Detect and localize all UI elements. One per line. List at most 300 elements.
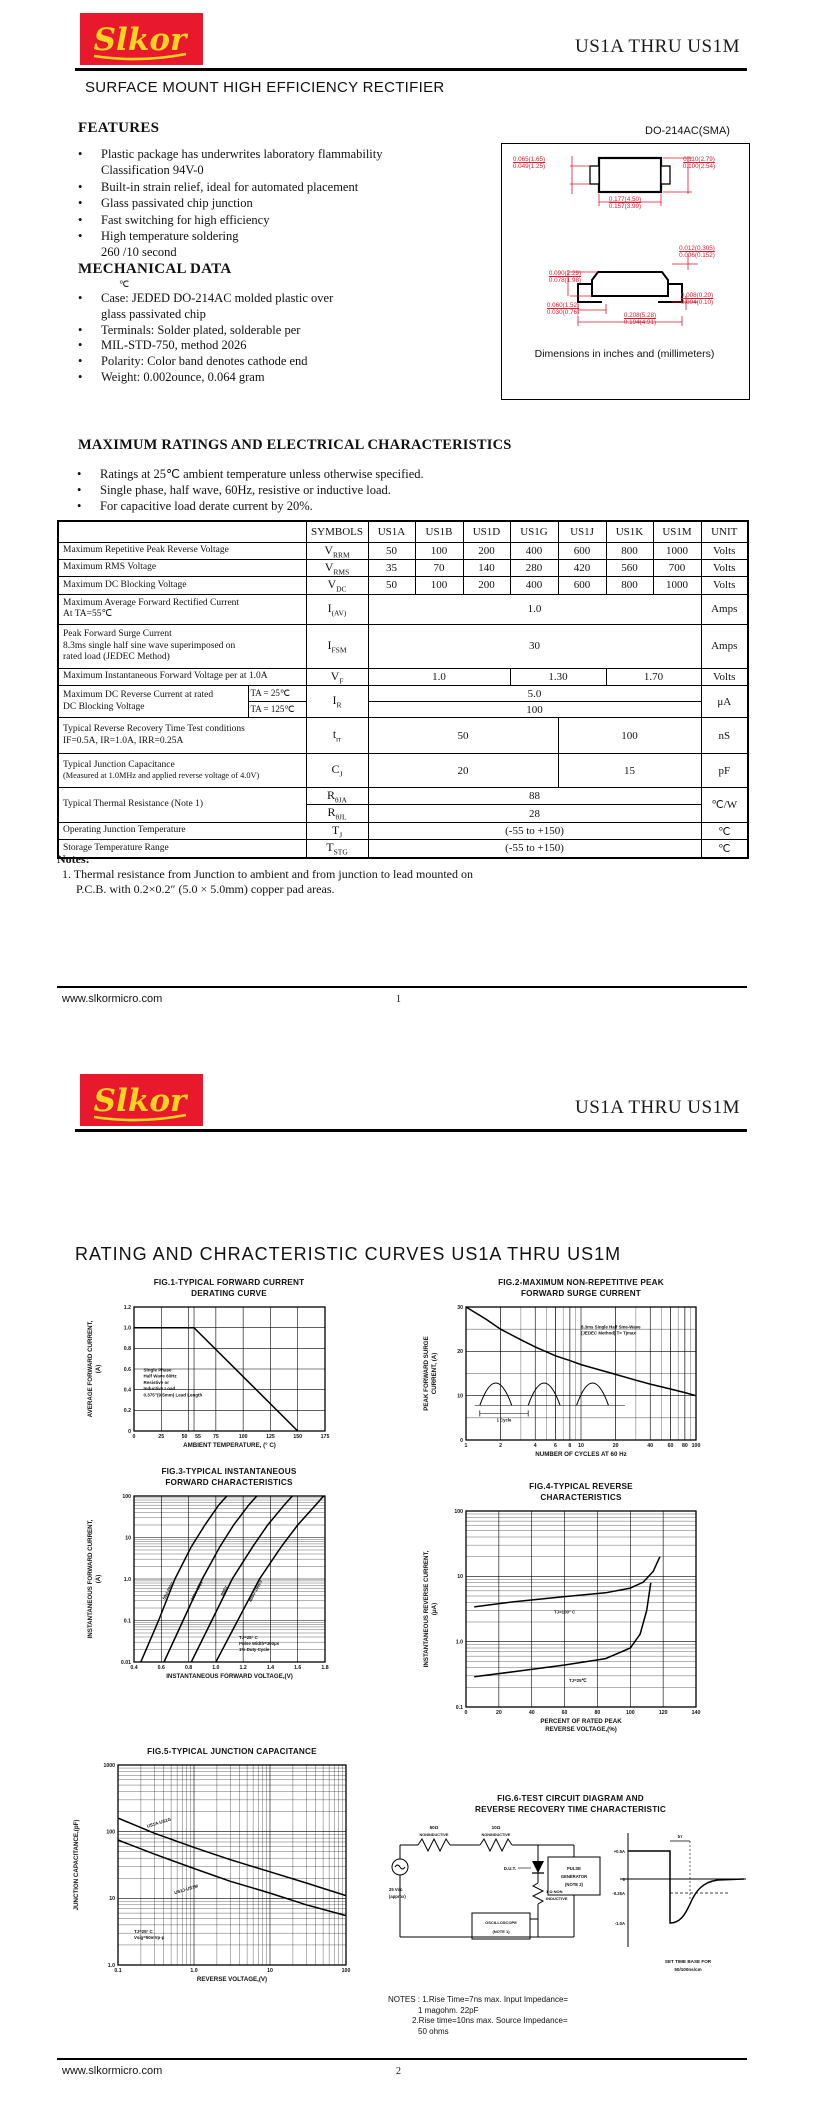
footer-rule-page2: [57, 2058, 747, 2060]
mech-line: glass passivated chip: [101, 306, 206, 321]
value-cell: 50: [368, 577, 415, 594]
svg-text:10: 10: [578, 1443, 584, 1449]
svg-text:1.0: 1.0: [190, 1968, 198, 1974]
fig5-chart: [70, 1759, 370, 2004]
figure-4: [420, 1481, 720, 1745]
svg-text:US1A-US1G: US1A-US1G: [146, 1816, 172, 1829]
value-cell: 100: [558, 718, 701, 754]
package-top-view-left-tab: [590, 166, 599, 184]
resistor-10-label: 10Ω: [491, 1825, 501, 1830]
row-label: Storage Temperature Range: [58, 840, 306, 858]
fig3-chart: [84, 1490, 346, 1722]
svg-text:0.1: 0.1: [455, 1704, 463, 1711]
fig1-subtitle: DERATING CURVE: [191, 1289, 267, 1298]
unit-cell: pF: [701, 754, 748, 788]
value-cell: 600: [558, 577, 606, 594]
mechanical-data-heading: MECHANICAL DATA: [78, 261, 232, 277]
feature-line: • Fast switching for high efficiency: [101, 212, 431, 228]
column-header-symbols: SYMBOLS: [306, 521, 368, 542]
mechanical-data-list: [101, 291, 431, 386]
fig6-title-block: [388, 1793, 753, 1815]
vdc-approx-label: (approx): [389, 1894, 406, 1899]
figure-5: [70, 1746, 370, 2004]
column-header-us1g: US1G: [510, 521, 558, 542]
unit-cell: ℃: [701, 822, 748, 839]
fig5-title: FIG.5-TYPICAL JUNCTION CAPACITANCE: [147, 1747, 317, 1756]
page-subtitle: SURFACE MOUNT HIGH EFFICIENCY RECTIFIER: [85, 79, 445, 96]
svg-text:100: 100: [625, 1710, 635, 1716]
package-top-view-body: [599, 158, 661, 192]
symbol-cell: $V_{RRM}$: [306, 542, 368, 559]
value-cell: 100: [415, 577, 463, 594]
unit-cell: Amps: [701, 594, 748, 624]
svg-text:TJ=25° C: TJ=25° C: [239, 1634, 258, 1640]
unit-cell: ℃/W: [701, 788, 748, 823]
fig4-reverse-characteristics: [420, 1505, 720, 1745]
feature-line: Classification 94V-0: [101, 163, 204, 178]
mech-line: • MIL-STD-750, method 2026: [101, 338, 431, 354]
ratings-bullets: [100, 466, 520, 514]
svg-text:Pulse Width=300μs: Pulse Width=300μs: [239, 1640, 280, 1646]
fig4-title-block: [466, 1481, 696, 1503]
svg-text:40: 40: [647, 1443, 654, 1449]
column-header-unit: UNIT: [701, 521, 748, 542]
svg-text:10: 10: [457, 1574, 463, 1581]
svg-text:Single Phase: Single Phase: [143, 1367, 172, 1373]
svg-text:TJ=100° C: TJ=100° C: [553, 1609, 576, 1615]
svg-text:1000: 1000: [103, 1762, 115, 1769]
svg-text:100: 100: [341, 1968, 351, 1974]
table-row-trr: [58, 718, 748, 754]
dim-label-overall-width: 0.208(5.28) 0.194(4.91): [623, 312, 657, 327]
notes-line-2: P.C.B. with 0.2×0.2″ (5.0 × 5.0mm) copper pad areas.: [76, 882, 335, 896]
shunt-resistor-sublabel: INDUCTIVE: [546, 1896, 568, 1901]
shunt-resistor-symbol: [533, 1883, 543, 1904]
row-label: Maximum DC Reverse Current at rated DC Blocking Voltage: [58, 686, 248, 718]
svg-text:0.4: 0.4: [130, 1665, 138, 1671]
recovery-current-trace: [628, 1851, 744, 1923]
svg-text:20: 20: [612, 1443, 619, 1449]
row-label: Maximum DC Blocking Voltage: [58, 577, 306, 594]
fig6-notes: [388, 1995, 738, 2037]
value-cell: (-55 to +150): [368, 822, 701, 839]
row-label: Typical Thermal Resistance (Note 1): [58, 788, 306, 823]
fig6-note-line: 2.Rise time=10ns max. Source Impedance=: [412, 2016, 568, 2025]
figure-2: [420, 1277, 720, 1493]
dim-label-body-width: 0.177(4.50) 0.157(3.99): [608, 196, 642, 211]
symbol-cell: $T_J$: [306, 822, 368, 839]
svg-text:125: 125: [266, 1434, 275, 1440]
svg-text:10: 10: [457, 1393, 463, 1400]
svg-text:4: 4: [533, 1443, 537, 1449]
svg-text:60: 60: [667, 1443, 674, 1449]
package-side-view-body: [592, 272, 668, 296]
fig2-surge-current: [420, 1301, 720, 1493]
svg-text:50: 50: [181, 1434, 188, 1440]
value-cell: 600: [558, 542, 606, 559]
features-list: [101, 146, 431, 261]
footer-rule-page1: [57, 986, 747, 988]
feature-line: • Built-in strain relief, ideal for automated placement: [101, 179, 431, 195]
svg-text:0: 0: [464, 1710, 468, 1716]
table-row-ifsm: [58, 624, 748, 668]
header-rule: [75, 1129, 747, 1132]
svg-text:10: 10: [109, 1896, 115, 1903]
value-cell: 50: [368, 542, 415, 559]
unit-cell: Volts: [701, 542, 748, 559]
fig2-title-block: [466, 1277, 696, 1299]
part-range-title: US1A THRU US1M: [574, 36, 740, 57]
header-rule: [75, 68, 747, 71]
unit-cell: Volts: [701, 577, 748, 594]
value-cell: (-55 to +150): [368, 840, 701, 858]
svg-text:REVERSE VOLTAGE,(V): REVERSE VOLTAGE,(V): [196, 1976, 268, 1983]
value-cell: 35: [368, 559, 415, 576]
unit-cell: nS: [701, 718, 748, 754]
svg-text:JUNCTION CAPACITANCE,(pF): JUNCTION CAPACITANCE,(pF): [73, 1819, 80, 1911]
oscilloscope-box: [472, 1913, 530, 1939]
package-top-view-right-tab: [661, 166, 670, 184]
svg-text:0.375"(9.5mm) Lead Length: 0.375"(9.5mm) Lead Length: [143, 1392, 203, 1398]
resistor-50ohm-symbol: [418, 1839, 450, 1851]
value-cell: 30: [368, 624, 701, 668]
svg-text:CURRENT, (A): CURRENT, (A): [431, 1352, 438, 1395]
value-cell: 400: [510, 542, 558, 559]
timebase-label-1: SET TIME BASE FOR: [664, 1959, 712, 1964]
fig1-title-block: [129, 1277, 329, 1299]
table-header-row: [58, 521, 748, 542]
fig4-subtitle: CHARACTERISTICS: [540, 1493, 622, 1502]
column-header-us1m: US1M: [653, 521, 701, 542]
pulse-generator-label-1: PULSE: [567, 1866, 581, 1871]
resistor-50-label: 50Ω: [429, 1825, 439, 1830]
svg-text:AMBIENT TEMPERATURE, (° C): AMBIENT TEMPERATURE, (° C): [183, 1442, 276, 1449]
dim-label-body-height: 0.110(2.79) 0.100(2.54): [682, 156, 716, 171]
svg-text:1: 1: [464, 1443, 468, 1449]
svg-text:600V: 600V: [219, 1585, 229, 1597]
row-label: Maximum RMS Voltage: [58, 559, 306, 576]
value-cell: 1.70: [606, 668, 701, 685]
svg-text:75: 75: [212, 1434, 219, 1440]
table-row-vrms: [58, 559, 748, 576]
mech-line: • Terminals: Solder plated, solderable per: [101, 323, 431, 339]
pulse-generator-label-3: (NOTE 2): [565, 1882, 583, 1887]
value-cell: 1.30: [510, 668, 606, 685]
mech-line: • Case: JEDED DO-214AC molded plastic over: [101, 291, 431, 307]
value-cell: 15: [558, 754, 701, 788]
sine-glyph: [395, 1865, 405, 1869]
svg-text:1.0: 1.0: [455, 1639, 463, 1646]
svg-text:0.1: 0.1: [123, 1618, 131, 1625]
svg-text:1% Duty Cycle: 1% Duty Cycle: [239, 1647, 270, 1653]
svg-text:55: 55: [195, 1434, 201, 1440]
fig6-note-line: 50 ohms: [418, 2026, 449, 2036]
value-cell: 140: [463, 559, 510, 576]
svg-text:0: 0: [460, 1437, 463, 1444]
unit-cell: μA: [701, 686, 748, 718]
svg-text:(A): (A): [95, 1364, 102, 1374]
footer-page-number: 2: [396, 2066, 401, 2077]
dim-label-body-thickness: 0.090(2.29) 0.078(1.98): [548, 270, 582, 285]
fig6-test-circuit-diagram: [388, 1817, 753, 1985]
svg-text:10: 10: [267, 1968, 273, 1974]
value-cell: 20: [368, 754, 558, 788]
series-TJ=100C: [474, 1557, 660, 1607]
table-row-rthja: [58, 788, 748, 805]
stray-degc-glyph: ℃: [119, 279, 130, 289]
svg-text:TJ=25° C: TJ=25° C: [133, 1929, 153, 1934]
column-header-us1k: US1K: [606, 521, 653, 542]
value-cell: 200: [463, 577, 510, 594]
svg-text:6: 6: [554, 1443, 557, 1449]
svg-text:10: 10: [125, 1535, 131, 1542]
fig1-title: FIG.1-TYPICAL FORWARD CURRENT: [153, 1278, 305, 1287]
notes-line-1: 1. Thermal resistance from Junction to ambient and from junction to lead mounted on: [62, 867, 474, 881]
table-row-cj: [58, 754, 748, 788]
svg-text:TJ=25℃: TJ=25℃: [568, 1678, 587, 1684]
mech-line: • Polarity: Color band denotes cathode end: [101, 354, 431, 370]
symbol-cell: $V_{DC}$: [306, 577, 368, 594]
column-header-us1j: US1J: [558, 521, 606, 542]
symbol-cell: $C_J$: [306, 754, 368, 788]
value-cell: 100: [368, 702, 701, 718]
symbol-cell: $V_F$: [306, 668, 368, 685]
svg-text:PERCENT OF RATED PEAK: PERCENT OF RATED PEAK: [540, 1718, 622, 1725]
slkor-logo: [80, 1074, 203, 1131]
svg-text:0.6: 0.6: [157, 1665, 165, 1671]
fig3-title-block: [129, 1466, 329, 1488]
fig6-note-line: 1 magohm. 22pF: [418, 2005, 479, 2015]
wave-minus1-label: -1.0A: [614, 1921, 625, 1926]
value-cell: 1.0: [368, 668, 510, 685]
value-cell: 200: [463, 542, 510, 559]
svg-text:0.8: 0.8: [184, 1665, 193, 1671]
pulse-generator-label-2: GENERATOR: [560, 1874, 588, 1879]
table-row-vrrm: [58, 542, 748, 559]
unit-cell: Volts: [701, 668, 748, 685]
value-cell: 100: [415, 542, 463, 559]
diode-triangle: [532, 1861, 544, 1873]
svg-text:Inductive Load: Inductive Load: [143, 1386, 176, 1392]
svg-text:0.8: 0.8: [123, 1346, 131, 1353]
svg-text:1.0: 1.0: [123, 1576, 131, 1583]
column-header-us1d: US1D: [463, 521, 510, 542]
figure-3: [84, 1466, 346, 1722]
value-cell: 560: [606, 559, 653, 576]
row-label: Operating Junction Temperature: [58, 822, 306, 839]
svg-text:1.0: 1.0: [123, 1325, 131, 1332]
table-row-tstg: [58, 840, 748, 858]
fig6-title: FIG.6-TEST CIRCUIT DIAGRAM AND: [497, 1794, 644, 1803]
fig4-title: FIG.4-TYPICAL REVERSE: [529, 1482, 633, 1491]
svg-text:Resistive or: Resistive or: [143, 1379, 170, 1385]
resistor-50-sublabel: NONINDUCTIVE: [419, 1833, 449, 1837]
svg-text:1.0: 1.0: [212, 1665, 220, 1671]
shunt-resistor-label: 1 Ω NON: [546, 1889, 563, 1894]
features-heading: FEATURES: [78, 120, 160, 136]
ratings-bullet: • For capacitive load derate current by 20%.: [100, 498, 520, 514]
ratings-heading: MAXIMUM RATINGS AND ELECTRICAL CHARACTERISTICS: [78, 437, 512, 453]
trr-label: trr: [677, 1834, 683, 1839]
symbol-cell: $I_{FSM}$: [306, 624, 368, 668]
value-cell: 420: [558, 559, 606, 576]
fig1-derating-curve: [84, 1301, 346, 1487]
value-cell: 1.0: [368, 594, 701, 624]
slkor-logo: [80, 13, 203, 70]
fig4-chart: [420, 1505, 720, 1745]
footer-website: www.slkormicro.com: [62, 2065, 163, 2077]
row-label: Typical Reverse Recovery Time Test conditions IF=0.5A, IR=1.0A, IRR=0.25A: [58, 718, 306, 754]
svg-text:8.3ms Single Half Sine-Wave: 8.3ms Single Half Sine-Wave: [581, 1324, 641, 1330]
value-cell: 1000: [653, 577, 701, 594]
svg-text:US1J-US1M: US1J-US1M: [173, 1883, 199, 1896]
figure-6: [388, 1793, 753, 2037]
svg-text:2: 2: [499, 1443, 503, 1449]
timebase-label-2: 50/100ns/cm: [674, 1967, 702, 1972]
fig6-subtitle: REVERSE RECOVERY TIME CHARACTERISTIC: [475, 1805, 666, 1814]
symbol-cell: $T_{STG}$: [306, 840, 368, 858]
row-label: Maximum Repetitive Peak Reverse Voltage: [58, 542, 306, 559]
svg-text:1.8: 1.8: [321, 1665, 329, 1671]
mech-line: • Weight: 0.002ounce, 0.064 gram: [101, 370, 431, 386]
package-drawing-box: [501, 143, 750, 400]
svg-text:8: 8: [568, 1443, 572, 1449]
slkor-logo-text: Slkor: [93, 22, 187, 58]
svg-text:INSTANTANEOUS REVERSE CURRENT,: INSTANTANEOUS REVERSE CURRENT,: [423, 1550, 430, 1668]
fig5-title-block: [112, 1746, 352, 1757]
svg-text:Half Wave 60Hz: Half Wave 60Hz: [143, 1373, 177, 1379]
svg-text:0: 0: [128, 1428, 131, 1435]
row-label: Maximum Instantaneous Forward Voltage per at 1.0A: [58, 668, 306, 685]
svg-text:150: 150: [293, 1434, 303, 1440]
svg-text:40: 40: [528, 1710, 535, 1716]
svg-text:25: 25: [158, 1434, 165, 1440]
feature-line: • Plastic package has underwrites laboratory flammability: [101, 146, 431, 162]
symbol-cell: $t_{rr}$: [306, 718, 368, 754]
svg-text:1.2: 1.2: [123, 1304, 131, 1311]
svg-text:175: 175: [320, 1434, 330, 1440]
value-cell: 400: [510, 577, 558, 594]
svg-text:1.2: 1.2: [239, 1665, 247, 1671]
package-name: DO-214AC(SMA): [645, 125, 730, 137]
column-header-us1b: US1B: [415, 521, 463, 542]
svg-text:0.2: 0.2: [123, 1408, 131, 1415]
svg-text:Vsig=50mVp-p: Vsig=50mVp-p: [133, 1935, 165, 1941]
ratings-bullet: • Ratings at 25℃ ambient temperature unless otherwise specified.: [100, 466, 520, 482]
svg-text:100: 100: [454, 1508, 463, 1515]
svg-text:INSTANTANEOUS FORWARD CURRENT,: INSTANTANEOUS FORWARD CURRENT,: [87, 1519, 94, 1639]
svg-text:80: 80: [594, 1710, 601, 1716]
dut-label: D.U.T.: [503, 1866, 516, 1871]
svg-text:30: 30: [457, 1304, 463, 1311]
fig3-subtitle: FORWARD CHARACTERISTICS: [165, 1478, 293, 1487]
value-cell: 1000: [653, 542, 701, 559]
svg-text:100: 100: [106, 1829, 115, 1836]
svg-text:PEAK FORWARD SURGE: PEAK FORWARD SURGE: [423, 1336, 430, 1411]
symbol-cell: $R_{\theta JA}$: [306, 788, 368, 805]
oscilloscope-label: OSCILLOSCOPE: [485, 1920, 517, 1925]
package-side-view-left-lead: [578, 284, 602, 302]
value-cell: 88: [368, 788, 701, 805]
svg-text:NUMBER OF CYCLES AT 60 Hz: NUMBER OF CYCLES AT 60 Hz: [535, 1451, 627, 1458]
fig3-title: FIG.3-TYPICAL INSTANTANEOUS: [161, 1467, 297, 1476]
svg-text:1.4: 1.4: [266, 1665, 275, 1671]
value-cell: 800: [606, 577, 653, 594]
curves-section-heading: RATING AND CHRACTERISTIC CURVES US1A THRU US1M: [75, 1244, 622, 1264]
fig5-junction-capacitance: [70, 1759, 370, 2004]
notes-title: Notes:: [57, 852, 90, 866]
value-cell: 50: [368, 718, 558, 754]
feature-line: 260 /10 second: [101, 245, 177, 260]
unit-cell: Volts: [701, 559, 748, 576]
svg-text:60: 60: [561, 1710, 568, 1716]
svg-text:1 Cycle: 1 Cycle: [496, 1417, 512, 1423]
condition-cell: TA = 25℃: [248, 686, 306, 702]
svg-text:20: 20: [457, 1349, 463, 1356]
svg-text:50V-200V: 50V-200V: [161, 1581, 175, 1601]
value-cell: 70: [415, 559, 463, 576]
row-label: Peak Forward Surge Current 8.3ms single half sine wave superimposed on rated load (JEDEC Method): [58, 624, 306, 668]
resistor-10-sublabel: NONINDUCTIVE: [481, 1833, 511, 1837]
condition-cell: TA = 125℃: [248, 702, 306, 718]
svg-text:0.6: 0.6: [123, 1366, 131, 1373]
value-cell: 5.0: [368, 686, 701, 702]
value-cell: 700: [653, 559, 701, 576]
svg-text:0.1: 0.1: [114, 1968, 122, 1974]
fig3-forward-characteristics: [84, 1490, 346, 1722]
dim-label-width-tab: 0.065(1.65) 0.049(1.25): [512, 156, 546, 171]
resistor-10ohm-symbol: [480, 1839, 512, 1851]
table-row-vf: [58, 668, 748, 685]
dim-label-standoff: 0.008(0.20) 0.004(0.10): [680, 292, 714, 307]
slkor-logo-text: Slkor: [93, 1083, 187, 1119]
vdc-label: 25 Vdc: [389, 1887, 403, 1892]
svg-text:REVERSE VOLTAGE,(%): REVERSE VOLTAGE,(%): [545, 1726, 617, 1733]
ratings-table: [57, 520, 749, 859]
svg-text:(μA): (μA): [431, 1602, 438, 1616]
table-row-ir: [58, 686, 748, 702]
fig6-note-line: NOTES : 1.Rise Time=7ns max. Input Impedance=: [388, 1995, 569, 2004]
fig2-chart: [420, 1301, 720, 1493]
table-row-iav: [58, 594, 748, 624]
svg-text:0.4: 0.4: [123, 1387, 131, 1394]
wave-zero-label: 0: [622, 1877, 625, 1882]
svg-text:80: 80: [681, 1443, 688, 1449]
svg-text:120: 120: [658, 1710, 668, 1716]
svg-text:INSTANTANEOUS FORWARD VOLTAGE,: INSTANTANEOUS FORWARD VOLTAGE,(V): [166, 1673, 293, 1680]
svg-text:(A): (A): [95, 1574, 102, 1584]
svg-text:20: 20: [495, 1710, 502, 1716]
series-US1A-US1G: [118, 1818, 346, 1896]
dim-label-lead-length: 0.060(1.52) 0.030(0.76): [546, 302, 580, 317]
unit-cell: ℃: [701, 840, 748, 858]
svg-text:AVERAGE FORWARD CURRENT,: AVERAGE FORWARD CURRENT,: [87, 1320, 94, 1418]
footer-page-number: 1: [396, 994, 401, 1005]
dimensions-caption: Dimensions in inches and (millimeters): [534, 348, 715, 360]
fig2-subtitle: FORWARD SURGE CURRENT: [520, 1289, 642, 1298]
feature-line: • High temperature soldering: [101, 228, 431, 244]
fig2-title: FIG.2-MAXIMUM NON-REPETITIVE PEAK: [498, 1278, 664, 1287]
series-US1J-US1M: [118, 1840, 346, 1916]
svg-text:100: 100: [122, 1493, 131, 1500]
svg-text:300V-400V: 300V-400V: [189, 1580, 205, 1602]
svg-text:0: 0: [132, 1434, 136, 1440]
table-row-tj: [58, 822, 748, 839]
svg-text:(JEDEC Method) T= Tjmax: (JEDEC Method) T= Tjmax: [581, 1330, 636, 1336]
feature-line: • Glass passivated chip junction: [101, 195, 431, 211]
row-label: Typical Junction Capacitance (Measured at 1.0MHz and applied reverse voltage of 4.0V): [58, 754, 306, 788]
figure-1: [84, 1277, 346, 1487]
